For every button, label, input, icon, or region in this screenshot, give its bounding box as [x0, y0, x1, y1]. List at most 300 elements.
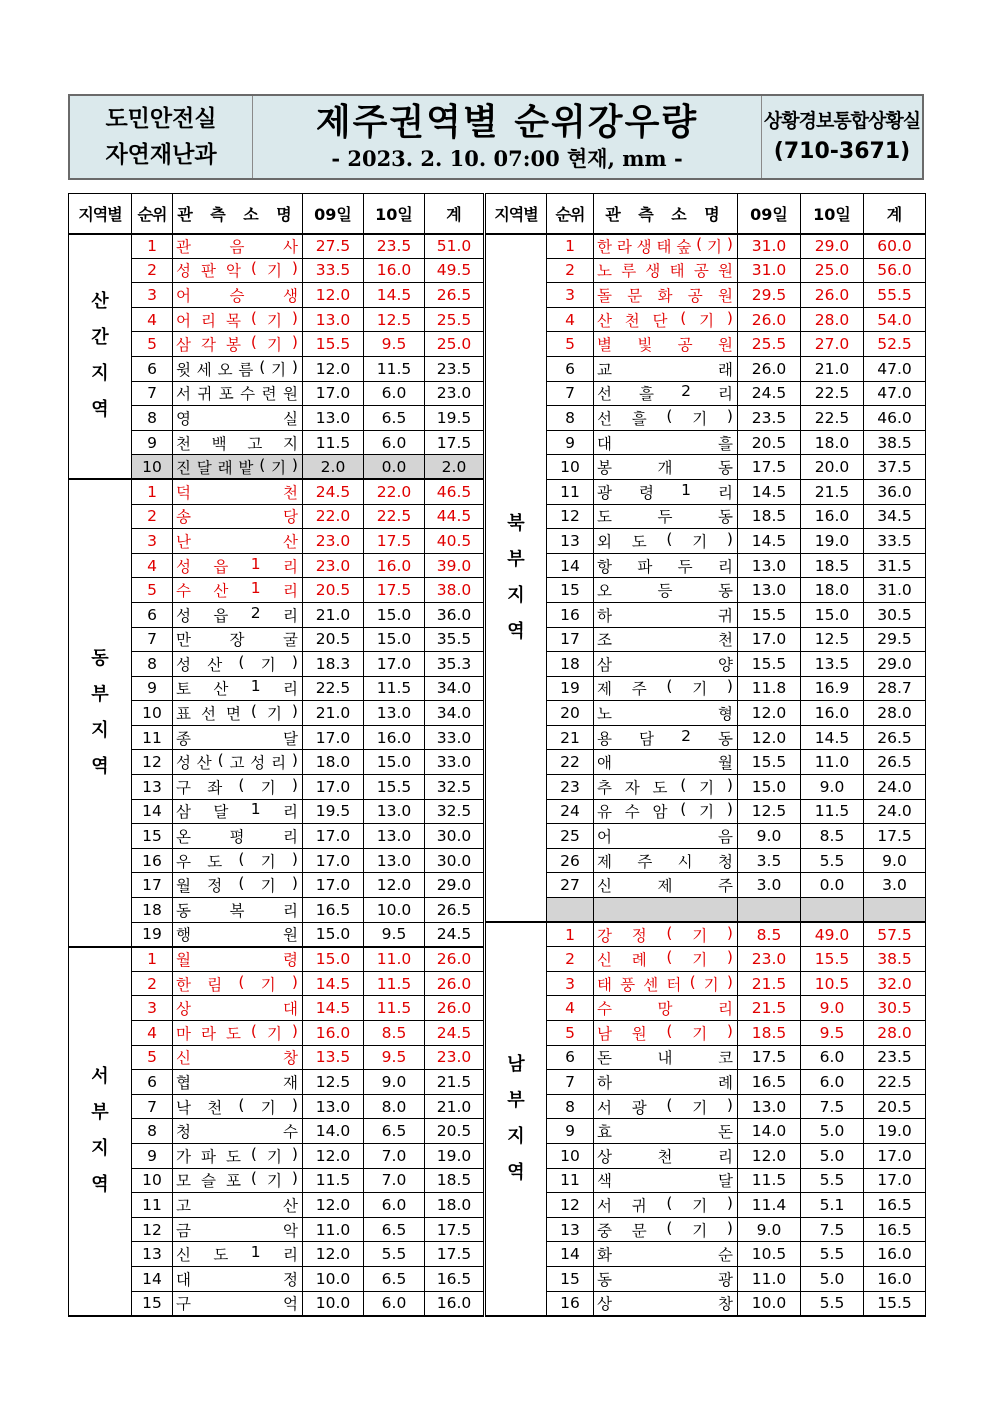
title-block: [253, 96, 762, 178]
station-name-text: 수 산 1 리: [176, 579, 298, 601]
col-day9: 09일: [303, 194, 364, 234]
left-day10-value: 11.5: [364, 356, 425, 381]
right-day10-value: 8.5: [801, 824, 864, 849]
left-total-value: 34.0: [425, 701, 485, 726]
left-total-value: 26.0: [425, 947, 485, 972]
right-total-value: 47.0: [864, 381, 926, 406]
left-rank: 4: [132, 1021, 173, 1046]
right-rank: 8: [547, 1094, 594, 1119]
left-day10-value: 12.5: [364, 307, 425, 332]
right-rank: 1: [547, 922, 594, 947]
left-day9-value: 12.0: [303, 356, 364, 381]
station-name-text: 돌 문 화 공 원: [597, 286, 733, 305]
station-name-text: 협 재: [176, 1073, 298, 1092]
left-rank: 3: [132, 529, 173, 554]
right-day9-value: 11.8: [738, 676, 801, 701]
right-day9-value: 3.5: [738, 848, 801, 873]
left-day10-value: 6.0: [364, 381, 425, 406]
right-day9-value: 31.0: [738, 234, 801, 259]
col-station-right: [594, 194, 738, 234]
left-rank: 18: [132, 898, 173, 923]
station-name-text: 청 수: [176, 1123, 298, 1142]
left-day10-value: 13.0: [364, 848, 425, 873]
right-day9-value: 13.0: [738, 553, 801, 578]
right-day10-value: 5.5: [801, 848, 864, 873]
left-day10-value: 7.0: [364, 1143, 425, 1168]
left-rank: 8: [132, 1119, 173, 1144]
col-day10: 10일: [364, 194, 425, 234]
right-station-name: [594, 1045, 738, 1070]
right-day9-value: 8.5: [738, 922, 801, 947]
left-total-value: 17.5: [425, 1217, 485, 1242]
right-station-name: [594, 701, 738, 726]
left-total-value: 26.0: [425, 971, 485, 996]
right-total-value: 17.0: [864, 1168, 926, 1193]
left-day9-value: 18.3: [303, 652, 364, 677]
right-day10-value: 0.0: [801, 873, 864, 898]
left-day10-value: 22.5: [364, 504, 425, 529]
right-total-value: 34.5: [864, 504, 926, 529]
station-name-text: 월 정 ( 기 ): [176, 874, 298, 896]
left-day9-value: 15.0: [303, 922, 364, 947]
left-rank: 16: [132, 848, 173, 873]
col-total: 계: [425, 194, 485, 234]
table-row: [69, 234, 926, 259]
right-rank: 14: [547, 553, 594, 578]
left-day10-value: 11.0: [364, 947, 425, 972]
right-rank: 10: [547, 455, 594, 480]
right-rank: 10: [547, 1143, 594, 1168]
right-day9-value: 15.0: [738, 775, 801, 800]
station-name-text: 서 귀 ( 기 ): [597, 1193, 733, 1215]
station-name-text: 한 라 생 태 숲 ( 기 ): [597, 235, 733, 257]
left-total-value: 23.5: [425, 356, 485, 381]
left-total-value: 38.0: [425, 578, 485, 603]
left-station-name: [173, 676, 303, 701]
right-total-value: 16.0: [864, 1242, 926, 1267]
right-total-value: 19.0: [864, 1119, 926, 1144]
left-rank: 14: [132, 1266, 173, 1291]
left-station-name: [173, 504, 303, 529]
left-station-name: [173, 234, 303, 259]
left-rank: 6: [132, 356, 173, 381]
left-station-name: [173, 553, 303, 578]
left-station-name: [173, 873, 303, 898]
left-rank: 2: [132, 971, 173, 996]
right-day9-value: 20.5: [738, 430, 801, 455]
left-day10-value: 13.0: [364, 701, 425, 726]
right-rank: 4: [547, 307, 594, 332]
left-day9-value: 21.0: [303, 701, 364, 726]
left-total-value: 23.0: [425, 381, 485, 406]
left-total-value: 18.5: [425, 1168, 485, 1193]
table-row: [69, 922, 926, 947]
station-name-text: 교 래: [597, 360, 733, 379]
station-name-text: 남 원 ( 기 ): [597, 1021, 733, 1043]
station-name-text: 표 선 면 ( 기 ): [176, 702, 298, 724]
left-total-value: 35.3: [425, 652, 485, 677]
right-rank: 9: [547, 430, 594, 455]
left-rank: 7: [132, 1094, 173, 1119]
right-total-value: 16.5: [864, 1193, 926, 1218]
right-rank: 25: [547, 824, 594, 849]
left-total-value: 49.5: [425, 258, 485, 283]
right-rank: 6: [547, 356, 594, 381]
right-day9-value: 15.5: [738, 750, 801, 775]
left-day10-value: 6.0: [364, 430, 425, 455]
right-day10-value: 28.0: [801, 307, 864, 332]
left-day10-value: 5.5: [364, 1242, 425, 1267]
left-day9-value: 20.5: [303, 627, 364, 652]
left-rank: 4: [132, 307, 173, 332]
right-day10-value: 11.0: [801, 750, 864, 775]
right-day10-value: 18.0: [801, 578, 864, 603]
right-day9-value: 29.5: [738, 283, 801, 308]
col-day10-right: 10일: [801, 194, 864, 234]
station-name-text: 삼 달 1 리: [176, 800, 298, 822]
right-station-name: [594, 898, 738, 923]
station-name-text: 진 달 래 밭 ( 기 ): [176, 455, 298, 477]
left-total-value: 51.0: [425, 234, 485, 259]
left-rank: 11: [132, 1193, 173, 1218]
left-rank: 10: [132, 1168, 173, 1193]
left-total-value: 19.0: [425, 1143, 485, 1168]
left-day9-value: 12.0: [303, 1193, 364, 1218]
right-total-value: 38.5: [864, 430, 926, 455]
right-rank: 16: [547, 1291, 594, 1316]
right-rank: 3: [547, 971, 594, 996]
station-name-text: 수 망 리: [597, 1000, 733, 1019]
left-day10-value: 13.0: [364, 824, 425, 849]
station-name-text: 난 산: [176, 532, 298, 551]
right-rank: 5: [547, 1021, 594, 1046]
right-day9-value: 13.0: [738, 578, 801, 603]
left-total-value: 24.5: [425, 922, 485, 947]
right-station-name: [594, 848, 738, 873]
right-rank: 7: [547, 381, 594, 406]
right-day10-value: 21.5: [801, 479, 864, 504]
station-name-text: 강 정 ( 기 ): [597, 923, 733, 945]
right-day9-value: 12.0: [738, 1143, 801, 1168]
right-station-name: [594, 775, 738, 800]
right-rank: 23: [547, 775, 594, 800]
left-region-label: [69, 947, 132, 1316]
station-name-text: 금 악: [176, 1221, 298, 1240]
left-day9-value: 10.0: [303, 1266, 364, 1291]
left-day10-value: 17.0: [364, 652, 425, 677]
left-day10-value: 16.0: [364, 258, 425, 283]
right-total-value: 17.0: [864, 1143, 926, 1168]
station-name-text: 성 산 ( 기 ): [176, 652, 298, 674]
right-day9-value: 31.0: [738, 258, 801, 283]
right-day9-value: 14.0: [738, 1119, 801, 1144]
right-station-name: [594, 750, 738, 775]
right-day9-value: 9.0: [738, 824, 801, 849]
right-total-value: 24.0: [864, 799, 926, 824]
region-char: 지: [507, 1125, 525, 1147]
station-name-text: 노 형: [597, 705, 733, 724]
right-rank: 4: [547, 996, 594, 1021]
left-total-value: 30.0: [425, 824, 485, 849]
station-name-text: 노 루 생 태 공 원: [597, 262, 733, 281]
right-day9-value: 15.5: [738, 602, 801, 627]
col-station-label-right: 관 측 소 명: [605, 204, 726, 224]
right-day10-value: 6.0: [801, 1045, 864, 1070]
left-day10-value: 17.5: [364, 578, 425, 603]
station-name-text: 행 원: [176, 926, 298, 945]
station-name-text: 애 월: [597, 754, 733, 773]
right-day9-value: 21.5: [738, 971, 801, 996]
right-day9-value: 17.0: [738, 627, 801, 652]
station-name-text: 삼 양: [597, 655, 733, 674]
left-station-name: [173, 996, 303, 1021]
left-day9-value: 17.0: [303, 848, 364, 873]
right-day10-value: 16.9: [801, 676, 864, 701]
left-total-value: 25.0: [425, 332, 485, 357]
left-total-value: 26.0: [425, 996, 485, 1021]
left-rank: 7: [132, 381, 173, 406]
left-day10-value: 23.5: [364, 234, 425, 259]
right-day9-value: 16.5: [738, 1070, 801, 1095]
right-rank: 9: [547, 1119, 594, 1144]
right-day9-value: 14.5: [738, 529, 801, 554]
left-station-name: [173, 971, 303, 996]
right-day9-value: 18.5: [738, 1021, 801, 1046]
left-station-name: [173, 578, 303, 603]
right-total-value: 15.5: [864, 1291, 926, 1316]
right-total-value: 55.5: [864, 283, 926, 308]
left-day10-value: 9.5: [364, 332, 425, 357]
right-day10-value: 20.0: [801, 455, 864, 480]
station-name-text: 외 도 ( 기 ): [597, 529, 733, 551]
right-day10-value: 16.0: [801, 504, 864, 529]
right-day10-value: 6.0: [801, 1070, 864, 1095]
region-char: 역: [91, 1174, 109, 1196]
region-char: 남: [507, 1053, 525, 1075]
right-station-name: [594, 824, 738, 849]
left-rank: 6: [132, 1070, 173, 1095]
right-rank: 12: [547, 1193, 594, 1218]
left-station-name: [173, 750, 303, 775]
left-day9-value: 18.0: [303, 750, 364, 775]
station-name-text: 하 례: [597, 1073, 733, 1092]
left-day10-value: 6.0: [364, 1193, 425, 1218]
station-name-text: 상 대: [176, 1000, 298, 1019]
left-total-value: 33.0: [425, 750, 485, 775]
right-total-value: 30.5: [864, 996, 926, 1021]
col-station-label: 관 측 소 명: [177, 204, 298, 224]
left-station-name: [173, 479, 303, 504]
right-day10-value: 18.5: [801, 553, 864, 578]
rainfall-table-container: [68, 193, 925, 1317]
right-rank: 15: [547, 1266, 594, 1291]
left-rank: 11: [132, 725, 173, 750]
right-station-name: [594, 479, 738, 504]
left-total-value: 39.0: [425, 553, 485, 578]
right-day10-value: 5.0: [801, 1119, 864, 1144]
left-total-value: 30.0: [425, 848, 485, 873]
left-day9-value: 13.5: [303, 1045, 364, 1070]
station-name-text: 어 음: [597, 828, 733, 847]
left-day10-value: 12.0: [364, 873, 425, 898]
col-total-right: 계: [864, 194, 926, 234]
station-name-text: 우 도 ( 기 ): [176, 849, 298, 871]
left-day9-value: 23.0: [303, 529, 364, 554]
right-station-name: [594, 1070, 738, 1095]
right-station-name: [594, 676, 738, 701]
right-day9-value: 3.0: [738, 873, 801, 898]
station-name-text: 고 산: [176, 1196, 298, 1215]
left-rank: 4: [132, 553, 173, 578]
right-day9-value: 17.5: [738, 1045, 801, 1070]
right-day10-value: 5.5: [801, 1291, 864, 1316]
station-name-text: 중 문 ( 기 ): [597, 1218, 733, 1240]
left-day9-value: 14.5: [303, 971, 364, 996]
right-rank: 20: [547, 701, 594, 726]
right-day10-value: 7.5: [801, 1094, 864, 1119]
right-day9-value: 10.5: [738, 1242, 801, 1267]
station-name-text: 성 산 ( 고 성 리 ): [176, 751, 298, 773]
right-rank: 3: [547, 283, 594, 308]
right-day9-value: 11.4: [738, 1193, 801, 1218]
department-division: 자연재난과: [105, 142, 217, 168]
right-day10-value: 29.0: [801, 234, 864, 259]
left-total-value: 18.0: [425, 1193, 485, 1218]
station-name-text: 태 풍 센 터 ( 기 ): [597, 972, 733, 994]
right-rank: 8: [547, 406, 594, 431]
left-day9-value: 22.0: [303, 504, 364, 529]
contact-block: [762, 96, 922, 178]
right-total-value: 28.7: [864, 676, 926, 701]
right-total-value: 57.5: [864, 922, 926, 947]
left-day9-value: 12.0: [303, 1242, 364, 1267]
right-day10-value: 25.0: [801, 258, 864, 283]
right-rank: 7: [547, 1070, 594, 1095]
right-day10-value: 21.0: [801, 356, 864, 381]
right-day10-value: 15.0: [801, 602, 864, 627]
left-total-value: 19.5: [425, 406, 485, 431]
station-name-text: 구 억: [176, 1295, 298, 1314]
station-name-text: 봉 개 동: [597, 459, 733, 478]
left-day9-value: 27.5: [303, 234, 364, 259]
left-station-name: [173, 1217, 303, 1242]
left-total-value: 35.5: [425, 627, 485, 652]
left-station-name: [173, 1094, 303, 1119]
left-day9-value: 14.5: [303, 996, 364, 1021]
right-rank: 24: [547, 799, 594, 824]
right-rank: 11: [547, 479, 594, 504]
left-station-name: [173, 701, 303, 726]
left-day9-value: 13.0: [303, 406, 364, 431]
right-day9-value: 17.5: [738, 455, 801, 480]
right-total-value: 26.5: [864, 750, 926, 775]
left-day9-value: 12.0: [303, 1143, 364, 1168]
station-name-text: 윗 세 오 름 ( 기 ): [176, 357, 298, 379]
station-name-text: 성 판 악 ( 기 ): [176, 259, 298, 281]
left-total-value: 26.5: [425, 283, 485, 308]
station-name-text: 낙 천 ( 기 ): [176, 1095, 298, 1117]
right-day10-value: 22.5: [801, 381, 864, 406]
left-station-name: [173, 1291, 303, 1316]
right-total-value: 52.5: [864, 332, 926, 357]
station-name-text: 성 읍 1 리: [176, 554, 298, 576]
right-rank: 21: [547, 725, 594, 750]
station-name-text: 조 천: [597, 631, 733, 650]
right-day10-value: 12.5: [801, 627, 864, 652]
left-day10-value: 15.0: [364, 627, 425, 652]
left-day9-value: 20.5: [303, 578, 364, 603]
station-name-text: 선 흘 ( 기 ): [597, 406, 733, 428]
left-rank: 12: [132, 750, 173, 775]
left-station-name: [173, 258, 303, 283]
right-rank: 16: [547, 602, 594, 627]
left-rank: 5: [132, 332, 173, 357]
left-day9-value: 17.0: [303, 725, 364, 750]
station-name-text: 상 천 리: [597, 1147, 733, 1166]
right-total-value: 22.5: [864, 1070, 926, 1095]
left-station-name: [173, 775, 303, 800]
right-day9-value: 13.0: [738, 1094, 801, 1119]
left-day9-value: 17.0: [303, 824, 364, 849]
station-name-text: 신 창: [176, 1049, 298, 1068]
station-name-text: 송 당: [176, 508, 298, 527]
rainfall-table: [68, 193, 926, 1317]
right-day10-value: 9.0: [801, 775, 864, 800]
right-station-name: [594, 553, 738, 578]
left-total-value: 40.5: [425, 529, 485, 554]
station-name-text: 성 읍 2 리: [176, 603, 298, 625]
right-rank: 2: [547, 947, 594, 972]
station-name-text: 별 빛 공 원: [597, 336, 733, 355]
left-rank: 3: [132, 283, 173, 308]
left-total-value: 34.0: [425, 676, 485, 701]
right-station-name: [594, 529, 738, 554]
right-total-value: 28.0: [864, 701, 926, 726]
left-total-value: 36.0: [425, 602, 485, 627]
left-day10-value: 11.5: [364, 971, 425, 996]
right-day9-value: 21.5: [738, 996, 801, 1021]
left-rank: 5: [132, 1045, 173, 1070]
right-rank: 12: [547, 504, 594, 529]
right-station-name: [594, 971, 738, 996]
right-station-name: [594, 725, 738, 750]
col-rank: 순위: [132, 194, 173, 234]
left-total-value: 2.0: [425, 455, 485, 480]
right-day10-value: 5.5: [801, 1168, 864, 1193]
left-station-name: [173, 455, 303, 480]
left-day9-value: 14.0: [303, 1119, 364, 1144]
right-rank: 14: [547, 1242, 594, 1267]
station-name-text: 하 귀: [597, 606, 733, 625]
left-total-value: 17.5: [425, 430, 485, 455]
right-total-value: 26.5: [864, 725, 926, 750]
contact-office-name: 상황경보통합상황실: [763, 110, 921, 132]
right-station-name: [594, 1094, 738, 1119]
left-station-name: [173, 1021, 303, 1046]
contact-phone: (710-3671): [773, 139, 911, 164]
right-total-value: 36.0: [864, 479, 926, 504]
right-rank: 19: [547, 676, 594, 701]
region-char: 지: [507, 584, 525, 606]
station-name-text: 온 평 리: [176, 828, 298, 847]
left-day9-value: 17.0: [303, 381, 364, 406]
left-day9-value: 17.0: [303, 873, 364, 898]
col-station: [173, 194, 303, 234]
left-station-name: [173, 406, 303, 431]
col-region: 지역별: [69, 194, 132, 234]
left-day9-value: 15.5: [303, 332, 364, 357]
right-total-value: 24.0: [864, 775, 926, 800]
